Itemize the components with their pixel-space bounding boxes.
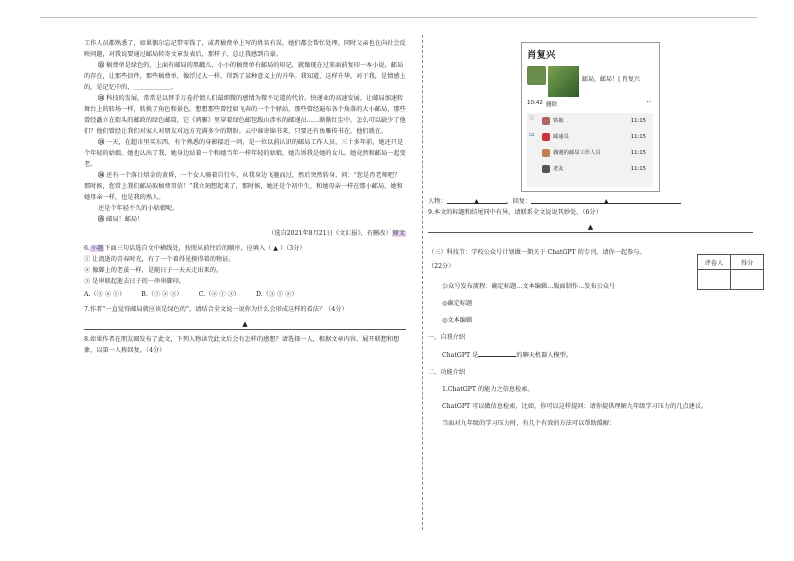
intro-tail: 的聊天机器人模型。 <box>516 352 572 359</box>
step-title: ◎确定标题 <box>442 300 473 307</box>
reply-time: 11:15 <box>630 150 646 156</box>
step-text-edit: ◎文本编辑 <box>442 317 473 324</box>
user-avatar-icon <box>542 117 550 125</box>
section-3-score: （22分） <box>428 263 455 270</box>
user-avatar-icon <box>542 133 550 141</box>
paragraph-number: ⑫ <box>98 95 105 102</box>
paragraph-text: 科技的发展，常常是以替手万卷抒情人们最细微的感情为微不足道的代价。快递业的高速发展，让邮局加速转舞台上的转场一样，转换了角色和景色。想想那些曾经如飞奔的一个个驿站，那些曾经遍布各个角落的大小邮局，那些曾经矗立在街头的邮政的绿色邮筒，它《鸿雁》里穿着绿色邮包跋山涉水的邮递员……渐渐红尘中，怎么可以缺少了他们？他们曾经让我们对家人对朋友对远方充满多少的期盼。云中谁寄锦书来，只要还有鱼雁传书在，他们就在。 <box>84 95 406 135</box>
option-b[interactable]: B.（① ② ③） <box>141 291 183 298</box>
paragraph-text: 一天，在超市里买东西，有个熟悉的身影接近一问，是一位以前认识的邮局工作人员，三十多年前，她还只是个年轻的姑娘。她也认出了我，她身边站着一个和她当年一样年轻的姑娘，她告诉我是她的女儿。她竟然和邮局一起变老。 <box>84 139 406 168</box>
post-time: 10:42 <box>527 100 543 106</box>
paragraph-14 <box>84 170 406 203</box>
paragraph-continued: 工作人员都熟悉了，如果偶尔忘记带零钱了，或者稿费单上写的姓名有误，她们都会帮忙处理。同时父亲也在向社会反映问题，对我说要通过邮局转寄文章发表后，那样子，总让我感到自豪。 <box>84 40 406 58</box>
q9-answer-line[interactable] <box>428 221 753 233</box>
q6-options <box>84 289 406 300</box>
answer-marker: ▲ <box>242 320 248 328</box>
answer-marker: ▲ <box>587 223 594 231</box>
reply-row[interactable] <box>542 131 652 143</box>
post-thumbnail <box>548 66 579 97</box>
person-blank[interactable]: ▲ <box>447 196 507 204</box>
reply-name: 老友 <box>553 166 564 172</box>
q6-sentence-2: ② 像脚上的老茧一样，是随日子一天天走出来的。 <box>84 267 223 274</box>
delete-link[interactable]: 删除 <box>546 102 558 108</box>
avatar <box>527 66 546 85</box>
heading-function: 二、功能介绍 <box>428 369 466 376</box>
citation-text: （选自2021年8月21日《文汇报》，有删改） <box>268 230 392 237</box>
option-d[interactable]: D.（③ ① ②） <box>255 291 298 298</box>
comment-icon: ▭ <box>529 131 535 138</box>
reply-row[interactable] <box>542 115 652 127</box>
user-avatar-icon <box>542 149 550 157</box>
reply-fill-line[interactable] <box>428 196 753 207</box>
q6-sentence-1: ① 让流逝的青春时光，有了一个着得见摸得着的物证。 <box>84 256 235 263</box>
question-8: 8.如果作者在朋友圈发布了此文，下列人物读完此文后会有怎样的感想？请选择一人，根据文章内容，展开联想和想象，以第一人称回复。（4分） <box>84 336 400 354</box>
question-6 <box>84 243 406 254</box>
option-c[interactable]: C.（② ① ③） <box>198 291 240 298</box>
reply-time: 11:15 <box>630 166 646 172</box>
wechat-moments-mockup <box>521 42 660 192</box>
paragraph-number: ⑮ <box>98 216 105 223</box>
column-divider <box>422 35 423 530</box>
user-avatar-icon <box>542 165 550 173</box>
grader-header: 评卷人 <box>698 255 731 270</box>
paragraph-text: 邮局！邮局！ <box>106 216 144 223</box>
reply-row[interactable] <box>542 163 652 175</box>
question-7: 7.作者“一直觉得邮局就应该是绿色的”，请结合全文说一说你为什么会形成这样的看法？（4分） <box>84 306 348 313</box>
q7-answer-line[interactable] <box>84 318 406 330</box>
reply-blank[interactable]: ▲ <box>531 196 681 204</box>
post-message: 邮局，邮局！| 肖复兴 <box>582 76 640 83</box>
question-9: 9.本文的标题和结尾同中有异，请联系全文说说其妙处。（6分） <box>428 209 602 216</box>
function-1-title: 1.ChatGPT 的能力之信息检索。 <box>442 386 534 393</box>
more-icon[interactable]: ·· <box>646 98 651 106</box>
q6-sentence-3: ③ 是串联起逝去日子的一串串脚印。 <box>84 278 185 285</box>
heading-self-intro: 一、自我介绍 <box>428 334 466 341</box>
header-rule <box>40 17 757 18</box>
paragraph-12 <box>84 93 406 137</box>
intro-blank[interactable] <box>478 349 516 357</box>
source-citation <box>84 228 406 239</box>
paragraph-11 <box>84 60 406 93</box>
paragraph-14-end: 还是个年轻不久的小姑娘呢。 <box>98 205 179 212</box>
publish-process: 公众号发布流程：确定标题…文本编辑…版面制作…发布公众号 <box>442 283 616 290</box>
question-number: 6. <box>84 245 90 252</box>
left-column <box>84 38 406 356</box>
reply-name: 铁娘 <box>553 118 564 124</box>
score-header: 得分 <box>731 255 764 270</box>
intro-text: ChatGPT 是 <box>442 352 479 359</box>
paragraph-15 <box>84 214 406 225</box>
paragraph-number: ⑪ <box>98 62 105 69</box>
reply-label: ，回复： <box>506 198 532 205</box>
reply-row[interactable] <box>542 147 652 159</box>
function-1-text: ChatGPT 可以做信息检索，比如，你可以这样提问：请你提供理解九年级学习压力的几点建议。 <box>442 403 708 410</box>
question-text: 下面三句话选自文中横线处，按照从前往后的顺序，应填入（ ▲ ）（3分） <box>104 245 306 252</box>
heart-icon: ♡ <box>529 115 535 122</box>
score-table <box>697 254 764 290</box>
function-1-text-2: 当面对九年级的学习压力时，有几个有效的方法可以帮助缓解： <box>442 420 616 427</box>
section-3-heading: （三）科技节：学校公众号计划做一期关于 ChatGPT 的专刊，请你一起参与。 <box>428 249 646 256</box>
reply-time: 11:15 <box>630 118 646 124</box>
person-label: 人物： <box>428 198 447 205</box>
poster-name: 肖复兴 <box>527 50 556 61</box>
question-badge: 小题 <box>90 245 104 252</box>
grader-cell[interactable] <box>698 270 731 290</box>
score-cell[interactable] <box>731 270 764 290</box>
option-a[interactable]: A.（③ ② ①） <box>84 291 126 298</box>
paragraph-number: ⑬ <box>98 139 105 146</box>
reply-time: 11:15 <box>630 134 646 140</box>
reply-name: 邮递员 <box>553 134 569 140</box>
reply-name: 偶遇的邮局工作人员 <box>553 150 601 156</box>
paragraph-text: 稿费单是绿色的，上面有邮局的黑戳儿，小小的稿费单有邮局的印记，就像现在过来面前复印一本小说。邮局的存在，让那些信件，那些稿费单，像浮过大一样，得到了某种意义上的升华。我知道，这样升华，对于我，是情感上的，是记忆中的，＿＿＿＿＿＿。 <box>84 62 406 91</box>
paragraph-text: 还有一个落日熔金的黄昏，一个女人骑着自行车，从我身边飞驰而过，然后突然转身，问：“您是肖老师吧？那时候，您常上我们邮局取稿费哥信！”我立刻想起来了，那时候，她还是个初中生，和她母亲一样在那小邮局，她和她母亲一样，也是我的熟人。 <box>84 172 403 201</box>
source-badge: 原文 <box>392 230 405 237</box>
right-column <box>428 196 753 429</box>
paragraph-number: ⑭ <box>98 172 105 179</box>
paragraph-13 <box>84 137 406 170</box>
intro-sentence <box>428 349 753 361</box>
